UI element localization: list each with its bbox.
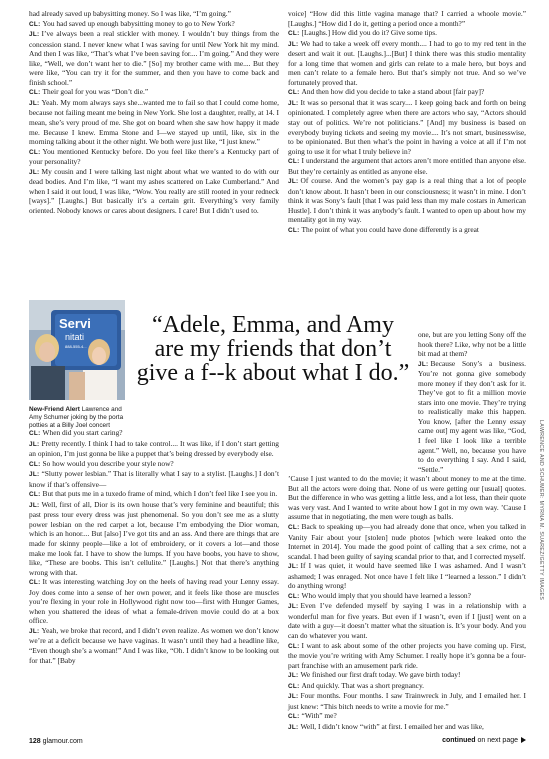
right-column-bottom <box>288 522 526 732</box>
interview-paragraph <box>288 176 526 225</box>
paragraph-text: And quickly. That was a short pregnancy. <box>301 680 425 690</box>
caption-lead: New-Friend Alert <box>29 406 80 413</box>
paragraph-text: Of course. And the women’s pay gap is a real thing that a lot of people don’t know about. It hasn’t been in our consciousness; it wasn’t in mine. I don’t think it was Sony’s fault [that I was paid less than my male costars in American Hustle]. I don’t think it was anybody’s fault. I wanted to open up about how my mentality got in my way. <box>288 176 526 225</box>
interview-paragraph <box>288 691 526 711</box>
interview-paragraph <box>288 225 526 236</box>
interview-paragraph <box>288 561 526 591</box>
speaker-label: CL: <box>288 642 300 650</box>
continued-notice <box>442 737 526 744</box>
interview-paragraph <box>288 28 526 39</box>
paragraph-text: had already saved up babysitting money. So I was like, “I’m going.” <box>29 9 231 18</box>
interview-paragraph <box>29 626 279 665</box>
paragraph-text: We finished our first draft today. We gave birth today! <box>300 670 461 680</box>
interview-paragraph <box>288 87 526 98</box>
speaker-label: CL: <box>29 491 41 499</box>
interview-paragraph <box>29 577 279 626</box>
interview-paragraph <box>29 489 279 500</box>
caption-text: Lawrence and Amy Schumer joking by the porta potties at a Billy Joel concert <box>29 406 124 429</box>
right-column-narrow <box>418 330 526 474</box>
paragraph-text: Their goal for you was “Don’t die.” <box>42 87 149 97</box>
paragraph-text: Well, first of all, Dior is its own house that’s very feminine and beautiful; this past press tour every dress was just phenomenal. So you don’t see me as a slutty power lesbian on the red carpet a lot, because I’m embodying the Dior woman, which is an honor.... But [also] I’ve got tits and an ass. And there are things that are made for skinny people—like a lot of embroidery, or it covers a lot—and those make me look fat. I have to show the lumps. If you have boobs, you have to show, like, “These are boobs. This isn’t cellulite.” [Laughs.] Not that there’s anything wrong with that. <box>29 499 279 577</box>
sign-phone: 888-555-4... <box>65 344 87 349</box>
paragraph-text: And then how did you decide to take a stand about [fair pay]? <box>301 87 485 97</box>
full-width-paragraph <box>288 474 526 522</box>
site-name: glamour.com <box>42 738 83 745</box>
paragraph-text: I want to ask about some of the other projects you have coming up. First, the movie you’re writing with Amy Schumer. I really hope it’s gonna be a four-part franchise with an amusement park ride. <box>288 640 526 670</box>
interview-paragraph <box>29 439 279 459</box>
speaker-label: CL: <box>288 592 300 600</box>
sign-text: Servi <box>59 316 91 331</box>
speaker-label: JL: <box>288 40 299 48</box>
paragraph-text: Yeah. My mom always says she...wanted me to fail so that I could come home, because not failing meant me being in New York. She lost a daughter, really, at 14. I mean, she’s very proud of me. She got on board when she saw how happy it made me. Because I knew. Emma Stone and I—we stayed up until, like, six in the morning talking about it the other night. We both were just like, “I just knew.” <box>29 97 279 147</box>
continued-bold: continued <box>442 737 476 744</box>
speaker-label: JL: <box>288 693 299 701</box>
interview-paragraph <box>29 9 279 19</box>
full-width-block <box>288 474 526 522</box>
speaker-label: CL: <box>29 430 41 437</box>
interview-paragraph <box>418 359 526 475</box>
paragraph-text: But that puts me in a tuxedo frame of mind, which I don’t feel like I see you in. <box>42 489 278 499</box>
speaker-label: CL: <box>288 227 300 235</box>
interview-paragraph <box>288 722 526 733</box>
speaker-label: JL: <box>29 168 40 176</box>
paragraph-text: We had to take a week off every month.... I had to go to my red tent in the desert and wait it out. [Laughs.]...[But] I think there was this studio mentality for a long time that women and girls can relate to a male hero, but boys and men can’t relate to a female hero. But that’s simply not true. And so we’ve fortunately proved that. <box>288 38 526 87</box>
paragraph-text: [Laughs.] How did you do it? Give some tips. <box>301 28 438 38</box>
paragraph-text: Because Sony’s a business. You’re not gonna give somebody more money if they don’t ask for it. They’ve got to fit a million movie stars into one movie. They’re trying to realistically make this happen. You know, [after the Lenny essay came out] my agent was like, “God, I feel like I look like a terrible agent.” Well, no, because you have to do everything I say. And I said, “Settle.” <box>418 358 526 474</box>
speaker-label: CL: <box>29 148 41 156</box>
photo-illustration <box>29 300 125 400</box>
speaker-label: JL: <box>288 723 299 731</box>
paragraph-text: I understand the argument that actors aren’t more entitled than anyone else. But they’re certainly as entitled as anyone else. <box>288 156 526 176</box>
paragraph-text: The point of what you could have done differently is a great <box>301 225 479 235</box>
speaker-label: JL: <box>288 672 299 680</box>
continued-rest: on next page <box>477 737 518 744</box>
interview-paragraph <box>288 9 526 28</box>
paragraph-text: “Slutty power lesbian.” That is literally what I say to a stylist. [Laughs.] I don’t know if that’s offensive— <box>29 469 279 489</box>
right-column-top <box>288 9 526 236</box>
interview-paragraph <box>288 474 526 522</box>
interview-paragraph <box>29 87 279 98</box>
interview-paragraph <box>29 29 279 87</box>
paragraph-text: If I was quiet, it would have seemed like I was ashamed. And I wasn’t ashamed; I was enraged. Not once have I felt like I “learned a lesson.” I didn’t do anything wrong! <box>288 561 526 591</box>
paragraph-text: Four months. Four months. I saw Trainwreck in July, and I emailed her. I just knew: “This bitch needs to write a movie for me.” <box>288 691 526 711</box>
left-column-top <box>29 9 279 215</box>
speaker-label: CL: <box>29 460 41 468</box>
interview-paragraph <box>29 167 279 216</box>
paragraph-text: Back to speaking up—you had already done that once, when you talked in Vanity Fair about your [stolen] nude photos [which were leaked onto the Internet in 2014]. You made the good point of calling that a sex crime, not a scandal. I had been guilty of saying scandal prior to that, and I corrected myself. <box>288 522 526 561</box>
arrow-right-icon <box>521 737 526 743</box>
interview-paragraph <box>29 428 279 439</box>
paragraph-text: It was so personal that it was scary.... I keep going back and forth on being opinionated. I completely agree when there are actors who say, “Actors should stay out of politics. We’re not politicians.” [And] my business is based on everybody buying tickets and seeing my movie.... It’s not smart, businesswise, to be opinionated. But then what’s the point in having a voice at all if I’m not going to use it for what I truly believe in? <box>288 97 526 156</box>
paragraph-text: voice] “How did this little vagina manage that? I carried a whoole movie.” [Laughs.] “How did I do it, getting a period once a month?” <box>288 9 526 28</box>
speaker-label: CL: <box>288 524 300 531</box>
interview-paragraph <box>29 459 279 470</box>
left-column-bottom <box>29 428 279 665</box>
paragraph-text: So how would you describe your style now? <box>42 458 174 468</box>
page-folio <box>29 738 83 745</box>
interview-paragraph <box>29 500 279 577</box>
paragraph-text: It was interesting watching Joy on the heels of having read your Lenny essay. Joy does come into a sense of her own power, and it feels like those are muscles you’re flexing in your role in Hollywood right now too—first with Hunger Games, when you shattered the ideas of what a female-driven movie could do at a box office. <box>29 577 279 626</box>
interview-paragraph <box>418 330 526 359</box>
interview-paragraph <box>29 147 279 167</box>
paragraph-text: When did you start caring? <box>42 428 123 437</box>
speaker-label: CL: <box>288 682 300 690</box>
interview-paragraph <box>288 591 526 602</box>
interview-paragraph <box>288 670 526 681</box>
speaker-label: CL: <box>288 89 300 97</box>
interview-paragraph <box>29 19 279 30</box>
paragraph-text: Even I’ve defended myself by saying I was in a relationship with a wonderful man for five years. But even if I wasn’t, even if I [just] went on a date with a guy—it doesn’t matter what the situation is. It’s your body. And you can do whatever you want. <box>288 601 526 641</box>
interview-paragraph <box>288 39 526 88</box>
speaker-label: CL: <box>29 20 41 28</box>
interview-paragraph <box>288 711 526 722</box>
speaker-label: JL: <box>29 440 40 448</box>
page-number: 128 <box>29 738 41 745</box>
paragraph-text: ’Cause I just wanted to do the movie; it wasn’t about money to me at the time. But all the actors were doing that. None of us were getting our [usual] quotes. But the difference in who was getting a little less, and a lot less, than their quote was very vast. And I wanted to write about how I got in my own way. ’Cause I assume that in negotiating, the men were tough as balls. <box>288 474 526 522</box>
speaker-label: JL: <box>29 471 40 479</box>
photo-credit-text: LAWRENCE AND SCHUMER: MYRNA M. SUAREZ/GETTY IMAGES <box>538 420 544 601</box>
photo-caption <box>29 406 125 430</box>
speaker-label: JL: <box>288 178 299 186</box>
article-photo <box>29 300 125 400</box>
interview-paragraph <box>288 522 526 561</box>
paragraph-text: “With” me? <box>301 711 337 721</box>
speaker-label: CL: <box>288 713 300 721</box>
paragraph-text: I’ve always been a real stickler with money. I wouldn’t buy things from the concession stand. I never knew what I was saving for until New York hit my mind. And then I was like, “That’s what I’ve been saving for.... I’m going.” And they were like, “Well, we don’t want her to die.” [So] my brother came with me.... But they were like, “You can try it for the summer, and then you have to come back and finish school.” <box>29 29 279 87</box>
interview-paragraph <box>288 156 526 176</box>
speaker-label: JL: <box>288 603 299 611</box>
interview-paragraph <box>29 469 279 489</box>
interview-paragraph <box>288 681 526 692</box>
speaker-label: CL: <box>288 30 300 38</box>
interview-paragraph <box>288 98 526 156</box>
interview-paragraph <box>288 601 526 640</box>
speaker-label: CL: <box>288 158 300 166</box>
speaker-label: JL: <box>29 99 40 107</box>
paragraph-text: You had saved up enough babysitting money to go to New York? <box>42 18 235 28</box>
interview-paragraph <box>29 98 279 147</box>
paragraph-text: My cousin and I were talking last night about what we wanted to do with our dead bodies. And I’m like, “I want my ashes scattered on Lake Cumberland.” And when I said it out loud, I was like, “Wow. You really are still rooted in your redneck [ways].” [Laughs.] But basically it’s a certain grit. Everything’s very family oriented. Nobody knows or cares about designers. I care! But I didn’t used to. <box>29 166 279 215</box>
speaker-label: CL: <box>29 579 41 587</box>
speaker-label: CL: <box>29 89 41 97</box>
speaker-label: JL: <box>418 360 429 368</box>
speaker-label: JL: <box>29 501 40 509</box>
paragraph-text: Yeah, we broke that record, and I didn’t even realize. As women we don’t know we’re at a deficit because we have vaginas. It wasn’t until they had a headline like, “Even though she’s a woman!” And I was like, “Oh. I didn’t know to be looking out for that.” [Baby <box>29 625 279 665</box>
paragraph-text: Who would imply that you should have learned a lesson? <box>301 590 471 600</box>
speaker-label: JL: <box>288 563 299 571</box>
interview-paragraph <box>288 641 526 671</box>
speaker-label: JL: <box>29 627 40 635</box>
paragraph-text: You mentioned Kentucky before. Do you feel like there’s a Kentucky part of your personality? <box>29 146 279 167</box>
photo-credit <box>536 420 544 670</box>
speaker-label: JL: <box>288 99 299 107</box>
sign-subtext: nitati <box>65 332 85 342</box>
paragraph-text: Well, I didn’t know “with” at first. I emailed her and was like, <box>300 721 484 731</box>
speaker-label: JL: <box>29 31 40 39</box>
pull-quote: “Adele, Emma, and Amy are my friends that don’t give a f--k about what I do.” <box>136 312 410 386</box>
paragraph-text: Pretty recently. I think I had to take control.... It was like, if I don’t start getting an opinion, I’m just gonna be like a puppet that’s being dressed by everybody else. <box>29 438 279 459</box>
paragraph-text: one, but are you letting Sony off the hook there? Like, why not be a little bit mad at them? <box>418 330 526 359</box>
